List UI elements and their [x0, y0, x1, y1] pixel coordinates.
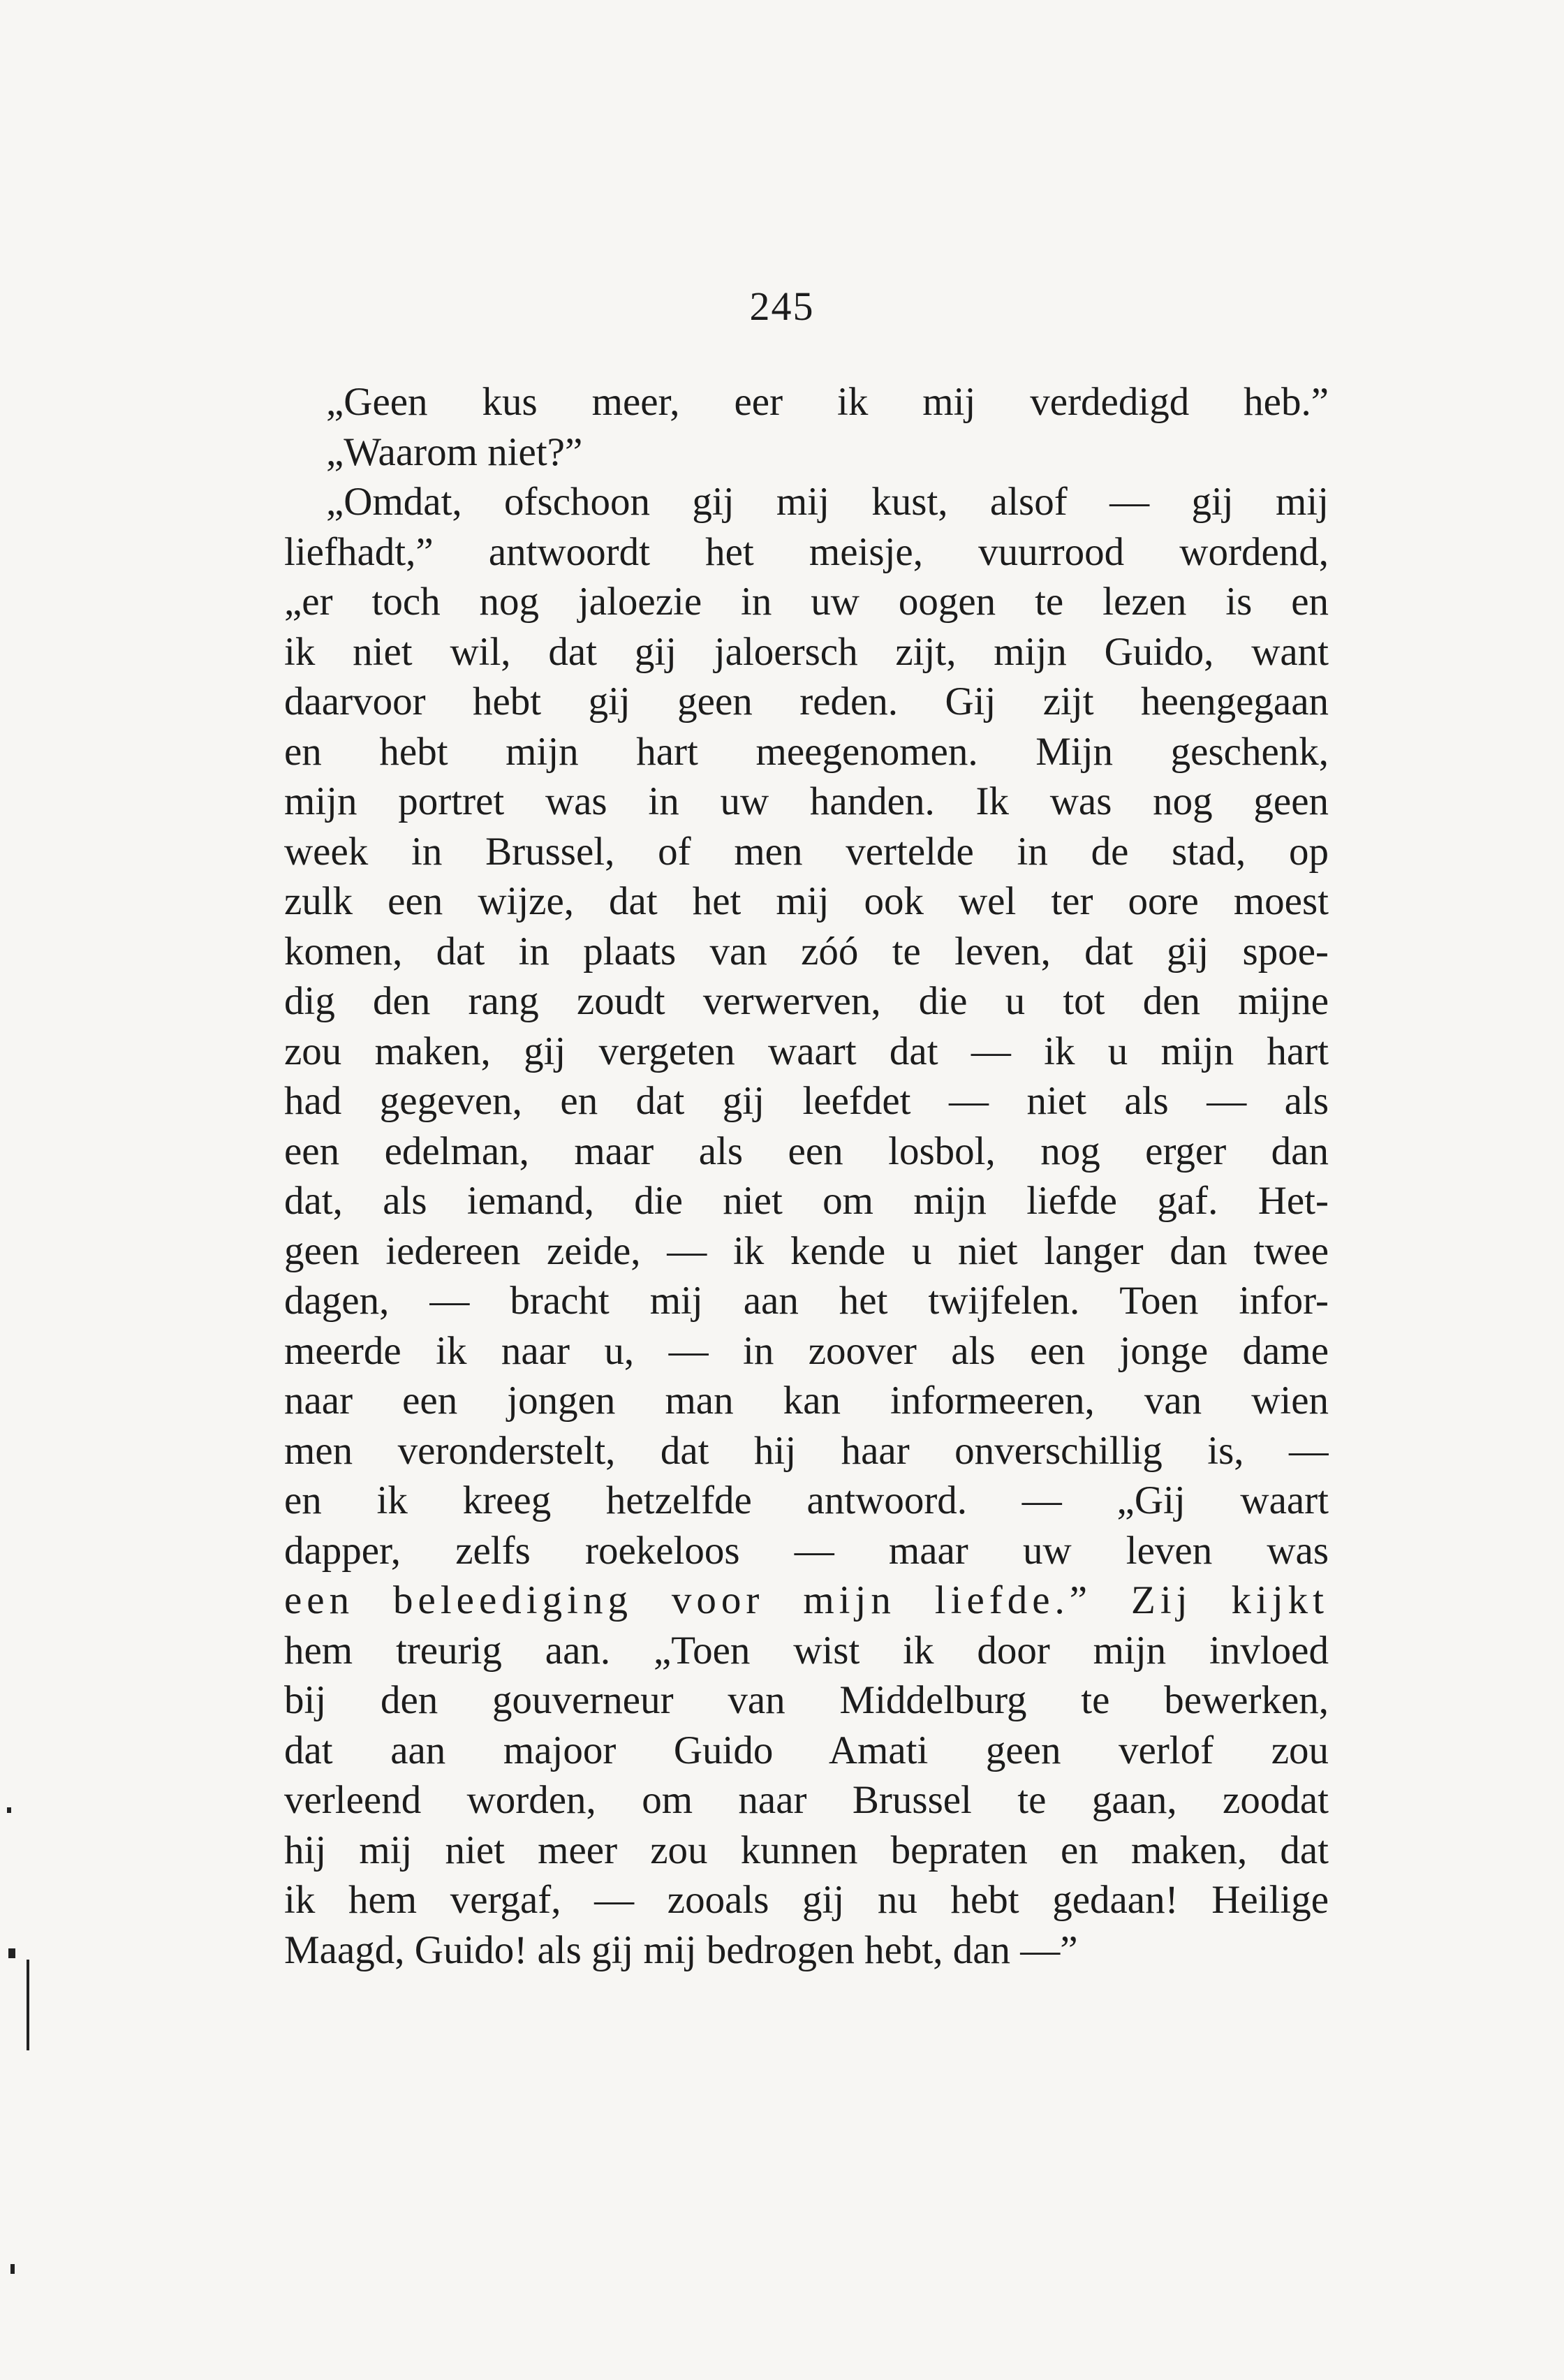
text-line: zulk een wijze, dat het mij ook wel ter oore moest	[284, 879, 1329, 923]
text-line: komen, dat in plaats van zóó te leven, dat gij spoe-	[284, 929, 1329, 974]
text-line: een edelman, maar als een losbol, nog erger dan	[284, 1129, 1329, 1173]
text-line: verleend worden, om naar Brussel te gaan, zoodat	[284, 1778, 1329, 1822]
text-line: week in Brussel, of men vertelde in de stad, op	[284, 829, 1329, 874]
text-line: „Geen kus meer, eer ik mij verdedigd heb.”	[326, 380, 1329, 424]
text-line: „Omdat, ofschoon gij mij kust, alsof — gij mij	[326, 480, 1329, 524]
body-text	[284, 377, 1329, 1975]
text-line: ik niet wil, dat gij jaloersch zijt, mijn Guido, want	[284, 629, 1329, 674]
text-line: had gegeven, en dat gij leefdet — niet als — als	[284, 1079, 1329, 1123]
text-line: meerde ik naar u, — in zoover als een jonge dame	[284, 1328, 1329, 1373]
text-line: daarvoor hebt gij geen reden. Gij zijt heengegaan	[284, 680, 1329, 723]
text-line: hem treurig aan. „Toen wist ik door mijn invloed	[284, 1628, 1329, 1673]
text-line: „Waarom niet?”	[326, 429, 583, 474]
text-line: ik hem vergaf, — zooals gij nu hebt gedaan! Heilige	[284, 1878, 1329, 1922]
text-line: zou maken, gij vergeten waart dat — ik u mijn hart	[284, 1029, 1329, 1073]
text-line: dig den rang zoudt verwerven, die u tot den mijne	[284, 979, 1329, 1023]
scan-speck	[7, 1807, 11, 1813]
text-line: een beleediging voor mijn liefde.” Zij kijkt	[284, 1578, 1329, 1622]
text-line: liefhadt,” antwoordt het meisje, vuurrood wordend,	[284, 529, 1329, 574]
text-line: dagen, — bracht mij aan het twijfelen. Toen infor-	[284, 1279, 1329, 1323]
scan-speck	[10, 2264, 15, 2274]
scan-speck	[8, 1948, 15, 1958]
text-line: men veronderstelt, dat hij haar onverschillig is, —	[284, 1428, 1329, 1473]
text-line: hij mij niet meer zou kunnen bepraten en maken, dat	[284, 1828, 1329, 1872]
text-line: bij den gouverneur van Middelburg te bewerken,	[284, 1678, 1329, 1722]
text-line: „er toch nog jaloezie in uw oogen te lezen is en	[284, 580, 1329, 624]
text-line: dat aan majoor Guido Amati geen verlof zou	[284, 1728, 1329, 1772]
scan-speck	[27, 1960, 29, 2050]
text-line: geen iedereen zeide, — ik kende u niet langer dan twee	[284, 1228, 1329, 1273]
text-line: en ik kreeg hetzelfde antwoord. — „Gij waart	[284, 1478, 1329, 1522]
text-line: Maagd, Guido! als gij mij bedrogen hebt, dan —”	[284, 1927, 1078, 1972]
text-line: mijn portret was in uw handen. Ik was nog geen	[284, 779, 1329, 823]
text-line: dapper, zelfs roekeloos — maar uw leven was	[284, 1528, 1329, 1573]
text-line: en hebt mijn hart meegenomen. Mijn geschenk,	[284, 729, 1329, 774]
text-line: naar een jongen man kan informeeren, van wien	[284, 1379, 1329, 1423]
text-line: dat, als iemand, die niet om mijn liefde gaf. Het-	[284, 1179, 1329, 1223]
page-number: 245	[749, 284, 815, 329]
